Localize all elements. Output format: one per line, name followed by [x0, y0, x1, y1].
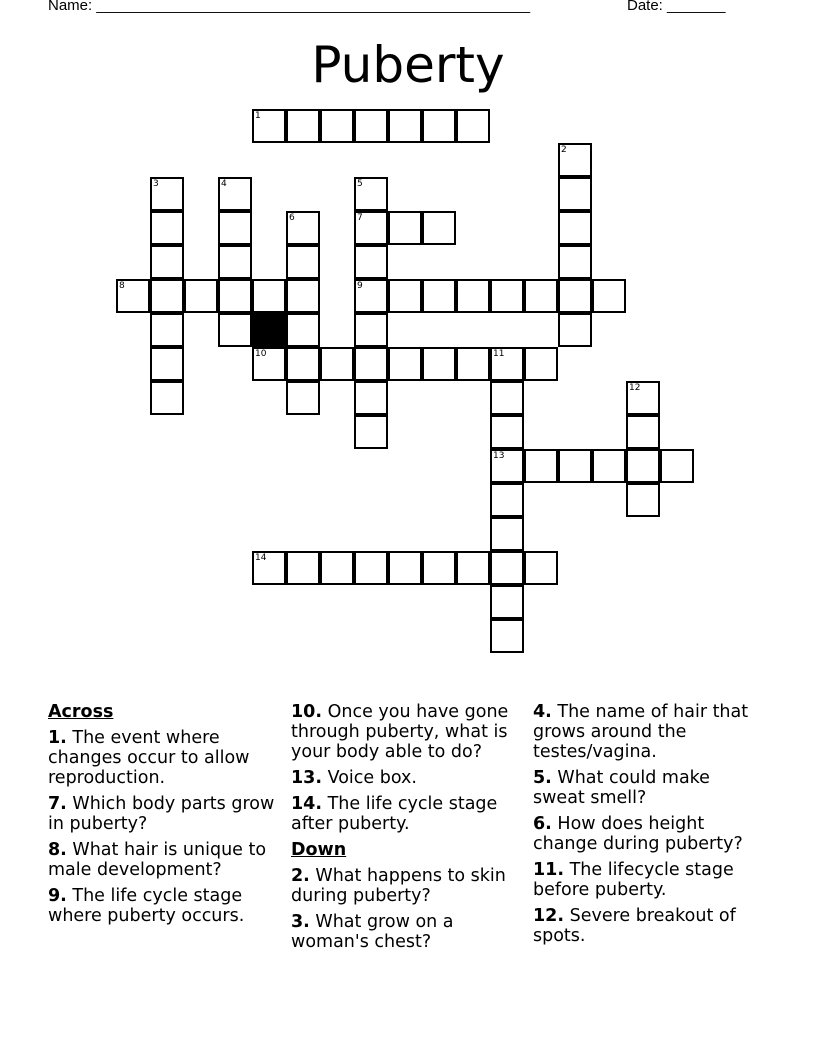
grid-cell[interactable] — [320, 109, 354, 143]
clue-number: 6. — [533, 814, 552, 834]
cell-number: 5 — [357, 179, 363, 189]
grid-cell[interactable] — [184, 279, 218, 313]
clue-across-14 — [291, 794, 523, 834]
grid-cell[interactable] — [490, 585, 524, 619]
clue-text: What happens to skin during puberty? — [291, 866, 506, 906]
clue-text: The event where changes occur to allow reproduction. — [48, 728, 250, 788]
grid-cell[interactable] — [626, 381, 660, 415]
grid-cell[interactable] — [490, 551, 524, 585]
clue-down-11 — [533, 860, 765, 900]
grid-cell[interactable] — [422, 211, 456, 245]
clue-text: What could make sweat smell? — [533, 768, 710, 808]
grid-cell[interactable] — [354, 347, 388, 381]
cell-number: 9 — [357, 281, 363, 291]
grid-cell[interactable] — [252, 551, 286, 585]
grid-cell[interactable] — [320, 347, 354, 381]
grid-cell[interactable] — [422, 347, 456, 381]
clue-text: The lifecycle stage before puberty. — [533, 860, 734, 900]
grid-cell[interactable] — [252, 109, 286, 143]
grid-cell[interactable] — [524, 449, 558, 483]
cell-number: 8 — [119, 281, 125, 291]
clue-down-3 — [291, 912, 523, 952]
grid-cell[interactable] — [218, 313, 252, 347]
cell-number: 10 — [255, 349, 267, 359]
clue-down-12 — [533, 906, 765, 946]
grid-cell[interactable] — [388, 347, 422, 381]
grid-cell[interactable] — [354, 279, 388, 313]
clue-text: What grow on a woman's chest? — [291, 912, 454, 952]
grid-cell[interactable] — [524, 551, 558, 585]
grid-cell[interactable] — [218, 279, 252, 313]
grid-cell[interactable] — [354, 313, 388, 347]
grid-cell[interactable] — [286, 381, 320, 415]
clue-across-8 — [48, 840, 280, 880]
grid-cell[interactable] — [592, 449, 626, 483]
cell-number: 7 — [357, 213, 363, 223]
grid-cell[interactable] — [626, 415, 660, 449]
clue-across-13 — [291, 768, 523, 788]
date-field-label: Date: _______ — [627, 0, 726, 14]
clue-number: 1. — [48, 728, 67, 748]
grid-cell[interactable] — [252, 347, 286, 381]
grid-cell[interactable] — [150, 381, 184, 415]
cell-number: 12 — [629, 383, 641, 393]
clue-text: How does height change during puberty? — [533, 814, 743, 854]
grid-cell[interactable] — [490, 279, 524, 313]
cell-number: 2 — [561, 145, 567, 155]
clue-down-2 — [291, 866, 523, 906]
grid-cell[interactable] — [388, 211, 422, 245]
grid-cell[interactable] — [150, 177, 184, 211]
grid-cell[interactable] — [150, 347, 184, 381]
grid-cell[interactable] — [150, 279, 184, 313]
grid-cell[interactable] — [286, 313, 320, 347]
grid-cell[interactable] — [456, 551, 490, 585]
grid-cell[interactable] — [456, 279, 490, 313]
cell-number: 4 — [221, 179, 227, 189]
grid-cell[interactable] — [558, 245, 592, 279]
clue-down-6 — [533, 814, 765, 854]
clue-number: 8. — [48, 840, 67, 860]
clue-text: What hair is unique to male development? — [48, 840, 267, 880]
clue-number: 2. — [291, 866, 310, 886]
clues-column-2 — [291, 702, 523, 958]
cell-number: 1 — [255, 111, 261, 121]
grid-cell[interactable] — [490, 381, 524, 415]
grid-cell[interactable] — [490, 483, 524, 517]
grid-cell[interactable] — [252, 279, 286, 313]
grid-cell[interactable] — [626, 449, 660, 483]
clue-down-4 — [533, 702, 765, 762]
grid-cell[interactable] — [558, 177, 592, 211]
grid-cell[interactable] — [354, 415, 388, 449]
shaded-cell — [252, 313, 286, 347]
grid-cell[interactable] — [286, 347, 320, 381]
name-field-label: Name: ____________________________________________________ — [48, 0, 531, 14]
grid-cell[interactable] — [286, 279, 320, 313]
grid-cell[interactable] — [354, 245, 388, 279]
grid-cell[interactable] — [150, 313, 184, 347]
clue-across-1 — [48, 728, 280, 788]
grid-cell[interactable] — [422, 551, 456, 585]
page-title: Puberty — [311, 36, 505, 94]
clue-across-9 — [48, 886, 280, 926]
clue-number: 10. — [291, 702, 323, 722]
grid-cell[interactable] — [354, 177, 388, 211]
clue-number: 3. — [291, 912, 310, 932]
clue-text: Severe breakout of spots. — [533, 906, 736, 946]
grid-cell[interactable] — [490, 347, 524, 381]
grid-cell[interactable] — [286, 551, 320, 585]
clues-column-1 — [48, 702, 280, 932]
grid-cell[interactable] — [558, 143, 592, 177]
grid-cell[interactable] — [422, 279, 456, 313]
grid-cell[interactable] — [354, 109, 388, 143]
grid-cell[interactable] — [626, 483, 660, 517]
cell-number: 14 — [255, 553, 267, 563]
grid-cell[interactable] — [218, 177, 252, 211]
grid-cell[interactable] — [150, 245, 184, 279]
grid-cell[interactable] — [388, 279, 422, 313]
clue-number: 11. — [533, 860, 565, 880]
clue-number: 4. — [533, 702, 552, 722]
clue-text: The life cycle stage where puberty occurs. — [48, 886, 245, 926]
grid-cell[interactable] — [490, 517, 524, 551]
grid-cell[interactable] — [490, 619, 524, 653]
grid-cell[interactable] — [456, 347, 490, 381]
grid-cell[interactable] — [286, 109, 320, 143]
grid-cell[interactable] — [422, 109, 456, 143]
grid-cell[interactable] — [558, 449, 592, 483]
clue-text: The life cycle stage after puberty. — [291, 794, 498, 834]
clue-across-10 — [291, 702, 523, 762]
cell-number: 6 — [289, 213, 295, 223]
grid-cell[interactable] — [354, 551, 388, 585]
grid-cell[interactable] — [490, 449, 524, 483]
grid-cell[interactable] — [388, 109, 422, 143]
clue-text: Voice box. — [327, 768, 417, 788]
grid-cell[interactable] — [218, 211, 252, 245]
grid-cell[interactable] — [116, 279, 150, 313]
clue-down-5 — [533, 768, 765, 808]
clues-column-3 — [533, 702, 765, 952]
clue-text: Once you have gone through puberty, what is your body able to do? — [291, 702, 509, 762]
grid-cell[interactable] — [558, 313, 592, 347]
grid-cell[interactable] — [218, 245, 252, 279]
clue-number: 7. — [48, 794, 67, 814]
grid-cell[interactable] — [150, 211, 184, 245]
cell-number: 11 — [493, 349, 505, 359]
clue-number: 9. — [48, 886, 67, 906]
clue-text: Which body parts grow in puberty? — [48, 794, 275, 834]
clue-number: 12. — [533, 906, 565, 926]
grid-cell[interactable] — [388, 551, 422, 585]
grid-cell[interactable] — [558, 211, 592, 245]
grid-cell[interactable] — [592, 279, 626, 313]
down-heading: Down — [291, 840, 347, 860]
grid-cell[interactable] — [354, 381, 388, 415]
clue-across-7 — [48, 794, 280, 834]
grid-cell[interactable] — [354, 211, 388, 245]
cell-number: 3 — [153, 179, 159, 189]
grid-cell[interactable] — [320, 551, 354, 585]
grid-cell[interactable] — [524, 347, 558, 381]
grid-cell[interactable] — [286, 245, 320, 279]
grid-cell[interactable] — [660, 449, 694, 483]
cell-number: 13 — [493, 451, 505, 461]
grid-cell[interactable] — [558, 279, 592, 313]
clue-number: 5. — [533, 768, 552, 788]
grid-cell[interactable] — [490, 415, 524, 449]
grid-cell[interactable] — [286, 211, 320, 245]
clue-text: The name of hair that grows around the testes/vagina. — [533, 702, 749, 762]
clue-number: 14. — [291, 794, 323, 814]
grid-cell[interactable] — [524, 279, 558, 313]
clue-number: 13. — [291, 768, 323, 788]
grid-cell[interactable] — [456, 109, 490, 143]
across-heading: Across — [48, 702, 114, 722]
